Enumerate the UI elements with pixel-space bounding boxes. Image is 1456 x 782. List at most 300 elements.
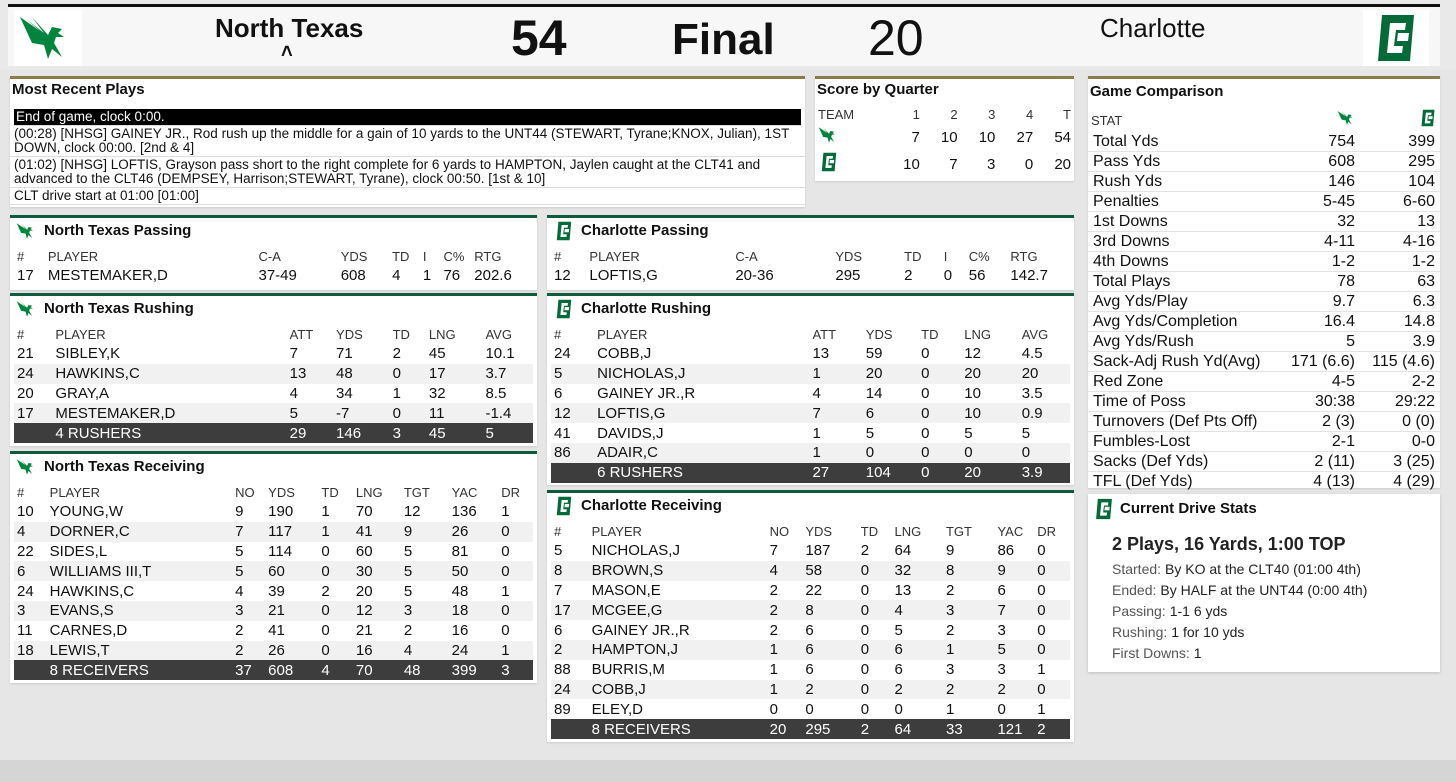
table-cell: 32 [428,384,446,402]
table-cell: 1 [812,424,821,442]
drive-label: Rushing: [1112,624,1168,640]
table-cell: 3 [943,600,994,620]
table-cell: 6 RUSHERS [594,463,809,483]
table-cell: 59 [865,345,883,363]
table-cell: 0 [390,364,426,384]
table-cell: 0 [1034,600,1070,620]
table-cell: BURRIS,M [591,661,665,679]
table-cell: 136 [451,503,477,521]
stat-value: 399 [1360,132,1440,152]
table-row [551,541,1070,561]
stat-value: 146 [1270,172,1360,192]
quarters-title: Score by Quarter [817,81,939,98]
unt-pass-panel [10,215,537,290]
column-header: ATT [812,327,837,342]
table-cell: 10.1 [485,345,515,363]
column-header: PLAYER [589,249,640,264]
table-cell: ELEY,D [591,700,644,718]
table-cell: 9 [994,561,1034,581]
table-cell: 1 [767,680,803,700]
table-cell: 117 [265,522,318,542]
stat-row [1088,292,1440,312]
table-cell: HAMPTON,J [589,640,767,660]
table-cell: MASON,E [591,581,661,599]
stat-value: 3.9 [1360,332,1440,352]
stat-value: 30:38 [1270,392,1360,412]
column-header: TD [392,327,410,342]
table-row [14,621,533,641]
table-cell: 0 [321,622,330,640]
column-header: YDS [340,249,368,264]
table-row [551,620,1070,640]
table-cell: 29 [287,423,333,443]
stat-value: 3 (25) [1360,452,1440,472]
stat-value: 0 (0) [1360,412,1440,432]
column-header: YDS [805,524,833,539]
table-cell: 7 [809,403,862,423]
stat-row [1088,232,1440,252]
column-header: TGT [945,524,972,539]
table-cell: CARNES,D [49,622,128,640]
table-cell: 4 RUSHERS [52,423,286,443]
table-cell: 1 [767,640,803,660]
charlotte-logo-icon [1360,109,1440,132]
stats-table [14,483,533,680]
table-cell: 0 [921,424,930,442]
table-cell: 6 [997,581,1006,599]
table-cell: 0 [321,542,330,560]
table-cell [14,660,47,680]
panel-title-text: North Texas Rushing [44,300,194,317]
table-cell: 7 [289,345,298,363]
table-cell: -7 [333,403,390,423]
stat-label: Sack-Adj Rush Yd(Avg) [1088,352,1270,372]
table-cell: 5 [1021,424,1031,442]
table-cell: 0 [860,581,870,599]
table-cell: 2 [403,622,413,640]
stat-value: 14.8 [1360,312,1440,332]
table-cell: 114 [268,542,293,560]
table-cell: 13 [894,581,912,599]
table-cell: 20 [961,463,1018,483]
quarters-header: 1 [912,107,920,122]
table-cell: HAWKINS,C [52,364,286,384]
stat-value: 4 (13) [1270,472,1360,492]
table-cell: 3 [945,661,955,679]
table-cell: 48 [333,364,390,384]
table-cell [551,463,594,483]
table-cell: 5 [554,542,563,560]
table-row [551,699,1070,719]
table-cell: 5 [235,542,244,560]
table-row [14,561,533,581]
table-cell: 5 [865,424,875,442]
table-cell: 3 [390,423,426,443]
table-row [14,266,533,286]
table-cell: 1 [498,641,533,661]
table-cell: 12 [551,403,594,423]
table-cell: 21 [355,622,373,640]
quarters-header: T [1063,107,1071,122]
table-cell: 11 [426,403,483,423]
north-texas-logo-icon [1270,109,1360,132]
comparison-title: Game Comparison [1090,83,1224,100]
table-cell: DAVIDS,J [597,424,664,442]
stat-row [1088,412,1440,432]
table-cell: 0 [1034,680,1070,700]
table-cell: 2 [232,641,265,661]
stat-value: 0-0 [1360,432,1440,452]
table-cell: 12 [353,601,401,621]
stat-label: Avg Yds/Rush [1088,332,1270,352]
stat-value: 5 [1270,332,1360,352]
play-item: End of game, clock 0:00. [14,109,801,126]
drive-value: 1 for 10 yds [1171,624,1245,640]
column-header: I [422,249,427,264]
stat-row [1088,172,1440,192]
drive-row [1112,622,1440,643]
table-cell: LEWIS,T [47,641,233,661]
total-score: 54 [1054,129,1071,146]
quarter-score: 27 [1016,129,1034,146]
table-cell: 8 [943,561,994,581]
stat-value: 63 [1360,272,1440,292]
stat-value: 2 (11) [1270,452,1360,472]
table-cell: 2 [858,719,892,739]
panel-title [10,298,537,320]
table-row [551,640,1070,660]
panel-title-text: Charlotte Receiving [581,497,722,514]
table-cell: LOFTIS,G [594,403,809,423]
table-cell: 26 [265,641,318,661]
plays-list [10,109,805,205]
stat-label: 3rd Downs [1088,232,1270,252]
table-cell: 0 [390,403,426,423]
table-cell: 0 [805,700,814,718]
stat-header: STAT [1091,113,1123,128]
table-cell: 121 [994,719,1034,739]
drive-summary: 2 Plays, 16 Yards, 1:00 TOP [1112,534,1346,554]
panel-title [547,495,1074,517]
stat-value: 16.4 [1270,312,1360,332]
stat-row [1088,392,1440,412]
table-cell: MESTEMAKER,D [47,267,168,285]
table-cell: 6 [894,661,903,679]
column-header: # [17,485,25,500]
table-cell: -1.4 [482,403,533,423]
table-cell: 13 [812,345,830,363]
stat-label: Red Zone [1088,372,1270,392]
stat-label: Avg Yds/Play [1088,292,1270,312]
table-cell: 2 [1034,719,1070,739]
column-header: PLAYER [49,485,100,500]
column-header: C% [443,249,465,264]
table-cell: MESTEMAKER,D [52,403,286,423]
stat-row [1088,372,1440,392]
table-cell: 60 [355,542,373,560]
table-cell [551,719,589,739]
away-score: 20 [868,10,924,66]
scoreboard [8,4,1440,66]
table-cell: 45 [428,345,446,363]
stat-value: 171 (6.6) [1270,352,1360,372]
table-cell: 4 [318,660,352,680]
table-cell: 295 [835,267,861,285]
total-row [551,719,1070,739]
column-header: LNG [428,327,456,342]
table-cell: 4 [289,384,298,402]
column-header: LNG [964,327,991,342]
table-cell: NICHOLAS,J [594,364,809,384]
score-by-quarter-panel [815,76,1074,181]
stat-value: 754 [1270,132,1360,152]
recent-plays-title: Most Recent Plays [12,81,145,98]
drive-value: By HALF at the UNT44 (0:00 4th) [1160,582,1368,598]
table-cell: 0 [921,384,930,402]
table-cell: 2 [769,621,778,639]
drive-label: Started: [1112,561,1162,577]
north-texas-logo-icon [16,221,38,241]
table-cell: 0 [943,267,953,285]
table-cell: 0 [860,661,870,679]
stat-value: 29:22 [1360,392,1440,412]
column-header: # [554,327,562,342]
table-cell: 0 [921,345,930,363]
table-row [551,266,1070,286]
total-row [14,423,533,443]
table-cell: 6 [554,621,563,639]
table-cell: 295 [802,719,857,739]
stat-label: 1st Downs [1088,212,1270,232]
table-cell: 7 [769,542,778,560]
bottom-bar [0,760,1456,782]
stats-table [551,247,1070,286]
table-cell: BROWN,S [589,561,767,581]
stat-value: 104 [1360,172,1440,192]
table-cell [14,423,52,443]
table-cell: 27 [809,463,862,483]
table-cell: 88 [554,661,571,679]
recent-plays-panel [10,76,805,207]
clt-rec-panel [547,490,1074,742]
panel-title [547,220,1074,242]
table-cell: 2 [321,582,330,600]
table-cell: 58 [802,561,857,581]
table-cell: 0 [918,364,961,384]
table-cell: 0 [498,522,533,542]
table-cell: 1 [943,640,994,660]
drive-value: 1-1 6 yds [1169,603,1228,619]
table-cell: 64 [891,719,943,739]
table-cell: 1 [1037,700,1046,718]
stat-value: 78 [1270,272,1360,292]
table-cell: 48 [401,660,449,680]
table-cell: 4 [891,600,943,620]
table-cell: 5 [994,640,1034,660]
stats-table [14,325,533,443]
stat-label: 4th Downs [1088,252,1270,272]
north-texas-logo-icon [16,457,38,477]
table-cell: 20 [863,364,918,384]
table-cell: 5 [551,364,594,384]
drive-title [1088,498,1440,520]
stat-value: 1-2 [1270,252,1360,272]
table-cell: 16 [451,622,469,640]
table-cell: 9 [401,522,449,542]
table-cell: 41 [268,622,285,640]
quarters-header: TEAM [818,107,855,122]
table-cell: 0 [1037,581,1046,599]
table-row [14,542,533,562]
table-cell: 0 [1019,443,1070,463]
table-cell: 37-49 [258,267,297,285]
table-cell: 3 [498,660,533,680]
table-cell: COBB,J [589,680,767,700]
stat-row [1088,132,1440,152]
table-cell: 0 [501,622,510,640]
chevron-up-icon[interactable]: ˄ [281,41,293,63]
table-cell: 6 [14,561,47,581]
table-cell: 1 [422,267,432,285]
table-cell: 20 [355,582,373,600]
team-logo-icon [815,151,885,178]
total-score: 20 [1054,156,1071,173]
table-cell: 76 [443,267,461,285]
table-cell: 48 [451,582,469,600]
table-cell: 5 [287,403,333,423]
column-header: NO [769,524,790,539]
table-cell: 21 [17,345,34,363]
table-cell: 4.5 [1021,345,1043,363]
stat-value: 6-60 [1360,192,1440,212]
table-cell: 5 [403,582,413,600]
table-cell: 34 [336,384,353,402]
table-cell: 33 [943,719,994,739]
total-row [14,660,533,680]
table-row [14,502,533,522]
table-cell: COBB,J [597,345,652,363]
stat-value: 1-2 [1360,252,1440,272]
stat-row [1088,472,1440,492]
stat-row [1088,192,1440,212]
charlotte-logo-icon [1094,498,1114,520]
table-cell: 4 [392,267,401,285]
table-row [551,344,1070,364]
table-cell: SIDES,L [49,542,108,560]
table-cell: 5 [403,542,413,560]
drive-label: Passing: [1112,603,1166,619]
table-cell: 4 [767,561,803,581]
stat-value: 2-2 [1360,372,1440,392]
stat-label: Avg Yds/Completion [1088,312,1270,332]
table-cell: 70 [353,660,401,680]
table-cell: 0 [501,542,510,560]
play-item: (01:02) [NHSG] LOFTIS, Grayson pass short to the right complete for 6 yards to HAMPTON, Jaylen caught at the CLT41 and advanced to the CLT46 (DEMPSEY, Harrison;STEWART, Tyrane), clock 00:50. [1st & 10] [10,157,805,188]
quarter-score: 7 [949,156,958,173]
table-cell: 56 [968,267,986,285]
table-cell: 2 [994,680,1034,700]
table-cell: 3.9 [1019,463,1070,483]
table-cell: 86 [551,443,594,463]
panel-title-text: North Texas Passing [44,222,192,239]
comparison-table [1088,109,1440,492]
table-cell: 18 [14,641,47,661]
table-cell: 0 [769,700,778,718]
panel-title-text: North Texas Receiving [44,458,205,475]
stat-value: 115 (4.6) [1360,352,1440,372]
play-item: (00:28) [NHSG] GAINEY JR., Rod rush up the middle for a gain of 10 yards to the UNT44 (STEWART, Tyrane;KNOX, Julian), 1ST DOWN, clock 00:00. [2nd & 4] [10,126,805,157]
column-header: PLAYER [597,327,648,342]
stat-value: 5-45 [1270,192,1360,212]
table-cell: 16 [353,641,401,661]
panel-title [10,220,537,242]
table-cell: DORNER,C [47,522,233,542]
table-cell: 20-36 [735,267,774,285]
table-cell: ADAIR,C [594,443,809,463]
table-cell: 8 RECEIVERS [47,660,233,680]
table-row [551,581,1070,601]
stat-value: 2 (3) [1270,412,1360,432]
table-row [14,403,533,423]
clt-rush-panel [547,293,1074,485]
drive-label: Ended: [1112,582,1157,598]
quarters-header: 4 [1025,107,1034,122]
table-cell: 3 [232,601,265,621]
table-cell: 0 [1034,561,1070,581]
stat-value: 4-5 [1270,372,1360,392]
table-cell: WILLIAMS III,T [47,561,233,581]
table-cell: 8 RECEIVERS [589,719,767,739]
table-cell: YOUNG,W [49,503,123,521]
table-cell: 1 [809,443,862,463]
table-cell: 30 [353,561,401,581]
stat-label: Rush Yds [1088,172,1270,192]
stat-row [1088,252,1440,272]
column-header: TD [392,249,410,264]
table-cell: 17 [551,600,589,620]
table-cell: 0 [961,443,1018,463]
table-cell: 21 [265,601,318,621]
table-cell: LOFTIS,G [589,267,658,285]
table-cell: 10 [961,403,1018,423]
table-cell: 11 [17,622,33,640]
column-header: TGT [403,485,430,500]
table-cell: 2 [551,640,589,660]
table-cell: 7 [232,522,265,542]
table-cell: 17 [426,364,483,384]
column-header: C-A [735,249,758,264]
column-header: PLAYER [591,524,642,539]
column-header: TD [321,485,339,500]
table-cell: 13 [287,364,333,384]
table-cell: 8 [551,561,589,581]
table-cell: 2 [891,680,943,700]
table-cell: EVANS,S [47,601,233,621]
drive-title-text: Current Drive Stats [1120,500,1257,517]
table-cell: 8.5 [485,384,507,402]
column-header: LNG [894,524,922,539]
table-cell: 32 [891,561,943,581]
table-row [551,561,1070,581]
quarter-score: 10 [940,129,958,146]
table-row [14,601,533,621]
table-cell: 608 [340,267,366,285]
table-row [551,680,1070,700]
drive-row [1112,580,1440,601]
table-cell: 0 [498,561,533,581]
table-cell: 1 [945,700,955,718]
stat-value: 4-16 [1360,232,1440,252]
